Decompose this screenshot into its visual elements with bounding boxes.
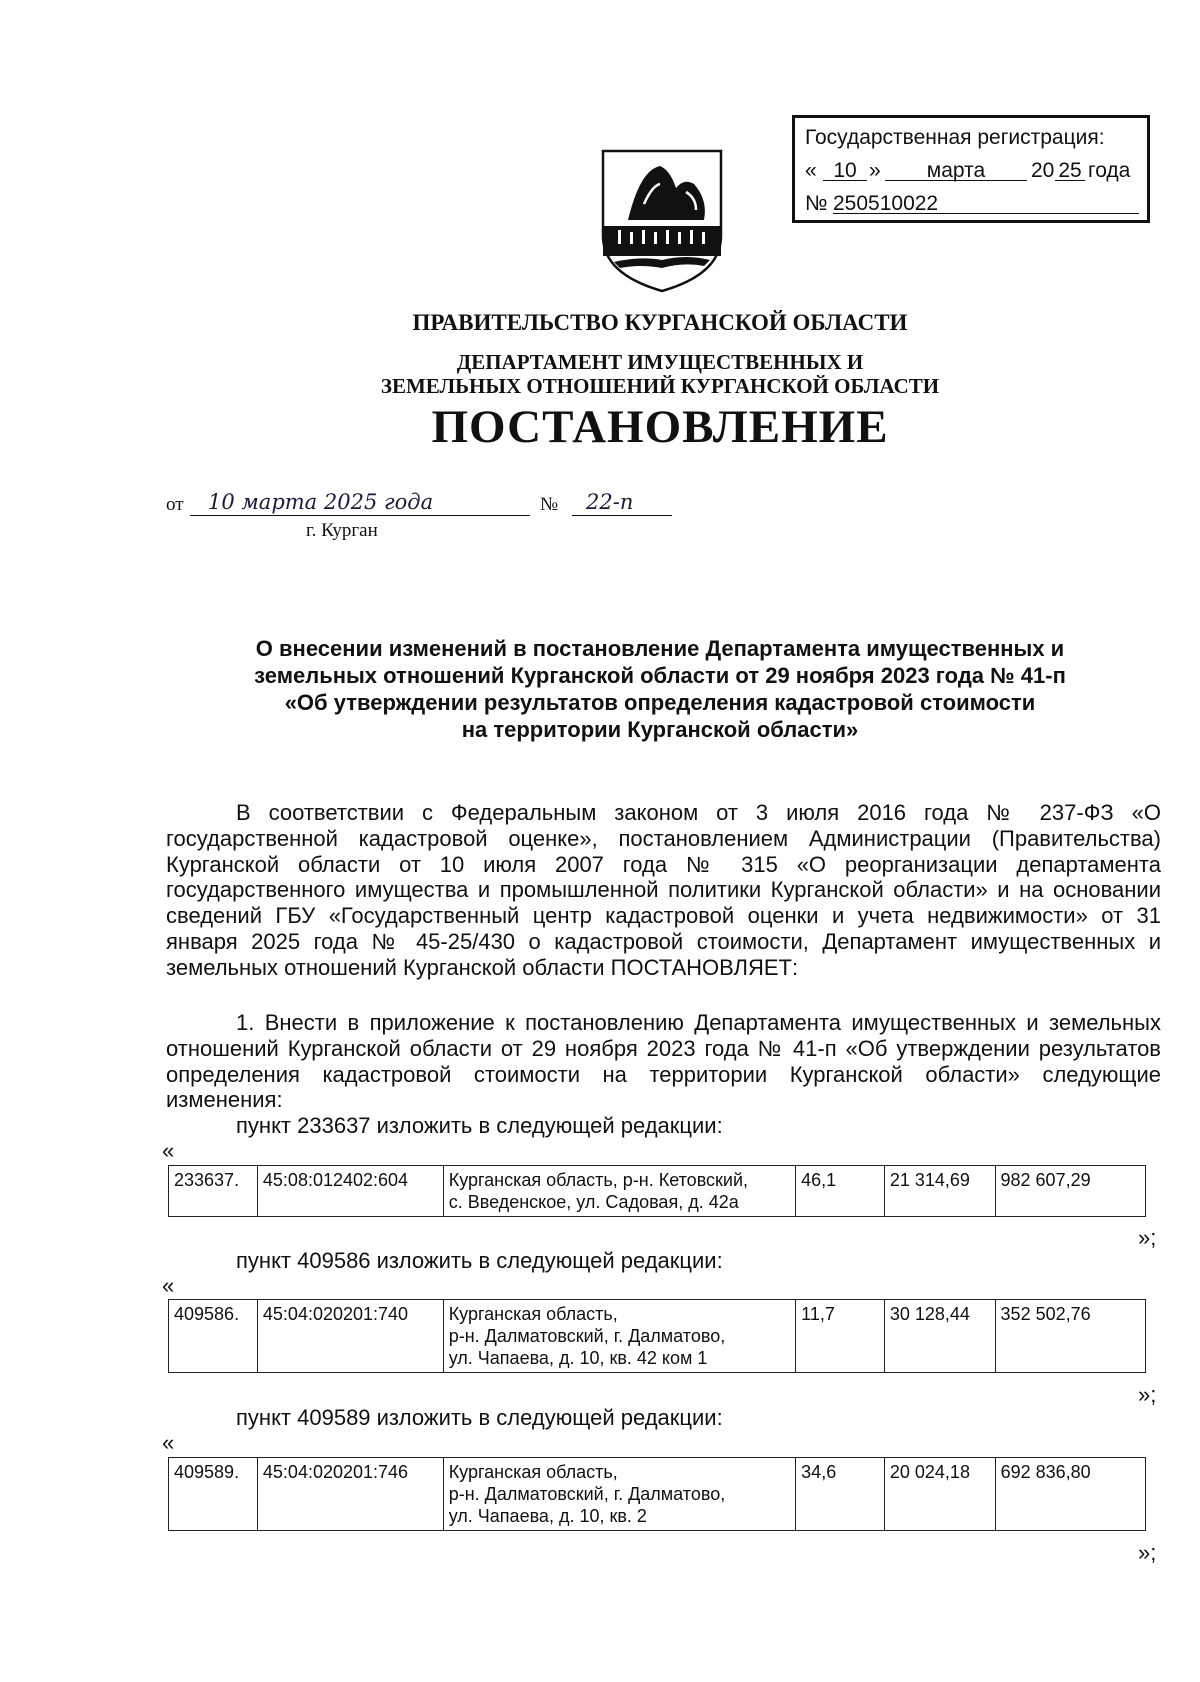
item-intro: пункт 233637 изложить в следующей редакции: bbox=[236, 1113, 723, 1138]
open-quote: « bbox=[162, 1138, 175, 1163]
department-title-line2: ЗЕМЕЛЬНЫХ ОТНОШЕНИЙ КУРГАНСКОЙ ОБЛАСТИ bbox=[380, 374, 940, 398]
department-title-line1: ДЕПАРТАМЕНТ ИМУЩЕСТВЕННЫХ И bbox=[456, 350, 864, 374]
total-cost: 692 836,80 bbox=[995, 1458, 1145, 1531]
address-line: ул. Чапаева, д. 10, кв. 2 bbox=[448, 1506, 647, 1526]
registration-year-suffix: 25 bbox=[1055, 154, 1085, 181]
unit-cost: 20 024,18 bbox=[884, 1458, 995, 1531]
total-cost: 352 502,76 bbox=[995, 1300, 1145, 1373]
row-number: 409589. bbox=[169, 1458, 258, 1531]
table-row bbox=[169, 1300, 1146, 1373]
address-line: Курганская область, р-н. Кетовский, bbox=[448, 1170, 749, 1190]
table-row bbox=[169, 1166, 1146, 1217]
row-number: 409586. bbox=[169, 1300, 258, 1373]
address-line: Курганская область, bbox=[448, 1304, 618, 1324]
subject-line3: «Об утверждении результатов определения кадастровой стоимости bbox=[284, 690, 1036, 715]
government-title: ПРАВИТЕЛЬСТВО КУРГАНСКОЙ ОБЛАСТИ bbox=[412, 310, 908, 335]
open-quote: « bbox=[162, 1430, 175, 1455]
cadastral-table bbox=[168, 1299, 1146, 1373]
area: 11,7 bbox=[796, 1300, 885, 1373]
city-label: г. Курган bbox=[306, 520, 378, 541]
address-line: с. Введенское, ул. Садовая, д. 42а bbox=[448, 1192, 739, 1212]
registration-day-open: « bbox=[805, 159, 817, 182]
address-line: р-н. Далматовский, г. Далматово, bbox=[448, 1326, 726, 1346]
cadastral-number: 45:04:020201:746 bbox=[257, 1458, 443, 1531]
document-number-label: № bbox=[540, 494, 559, 515]
cadastral-table bbox=[168, 1457, 1146, 1531]
item-intro: пункт 409586 изложить в следующей редакции: bbox=[236, 1248, 723, 1273]
document-type-title: ПОСТАНОВЛЕНИЕ bbox=[431, 401, 889, 453]
registration-month: марта bbox=[885, 154, 1027, 181]
document-number-handwritten: 22-п bbox=[572, 490, 672, 516]
total-cost: 982 607,29 bbox=[995, 1166, 1145, 1217]
registration-date-row bbox=[805, 154, 1147, 187]
date-number-line bbox=[166, 490, 686, 520]
address-line: ул. Чапаева, д. 10, кв. 42 ком 1 bbox=[448, 1348, 708, 1368]
table-row bbox=[169, 1458, 1146, 1531]
close-quote: »; bbox=[1138, 1540, 1157, 1565]
area: 46,1 bbox=[796, 1166, 885, 1217]
cadastral-table bbox=[168, 1165, 1146, 1217]
item-intro: пункт 409589 изложить в следующей редакции: bbox=[236, 1405, 723, 1430]
row-number: 233637. bbox=[169, 1166, 258, 1217]
address-cell bbox=[443, 1300, 795, 1373]
registration-number: 250510022 bbox=[833, 187, 1139, 214]
coat-of-arms-icon bbox=[600, 148, 724, 294]
address-cell bbox=[443, 1458, 795, 1531]
registration-number-label: № bbox=[805, 192, 828, 215]
address-line: Курганская область, bbox=[448, 1462, 618, 1482]
registration-year-prefix: 20 bbox=[1031, 159, 1055, 182]
address-line: р-н. Далматовский, г. Далматово, bbox=[448, 1484, 726, 1504]
unit-cost: 21 314,69 bbox=[884, 1166, 995, 1217]
registration-day: 10 bbox=[823, 154, 867, 181]
cadastral-number: 45:04:020201:740 bbox=[257, 1300, 443, 1373]
document-date-handwritten: 10 марта 2025 года bbox=[190, 490, 530, 516]
date-from-label: от bbox=[166, 494, 184, 515]
body-paragraph-2: 1. Внести в приложение к постановлению Департамента имущественных и земельных отношений Курганской области от 29 ноября 2023 года № 41-п «Об утверждении результатов определения кадастровой стоимости на территории Курганской области» следующие изменения: bbox=[166, 1010, 1161, 1113]
address-cell bbox=[443, 1166, 795, 1217]
subject-line1: О внесении изменений в постановление Департамента имущественных и bbox=[255, 636, 1065, 661]
registration-heading: Государственная регистрация: bbox=[805, 126, 1105, 149]
body-paragraph-1: В соответствии с Федеральным законом от 3 июля 2016 года № 237-ФЗ «О государственной кадастровой оценке», постановлением Администрации (Правительства) Курганской области от 10 июля 2007 года № 315 «О реорганизации департамента государственного имущества и промышленной политики Курганской области» и на основании сведений ГБУ «Государственный центр кадастровой оценки и учета недвижимости» от 31 января 2025 года № 45-25/430 о кадастровой стоимости, Департамент имущественных и земельных отношений Курганской области ПОСТАНОВЛЯЕТ: bbox=[166, 800, 1161, 980]
department-title bbox=[330, 350, 990, 398]
subject-line2: земельных отношений Курганской области от 29 ноября 2023 года № 41-п bbox=[254, 663, 1066, 688]
document-subject bbox=[180, 635, 1140, 743]
registration-stamp bbox=[792, 115, 1150, 223]
open-quote: « bbox=[162, 1273, 175, 1298]
registration-year-word: года bbox=[1088, 159, 1131, 182]
registration-day-close: » bbox=[869, 159, 881, 182]
registration-number-row bbox=[805, 187, 1147, 220]
close-quote: »; bbox=[1138, 1225, 1157, 1250]
cadastral-number: 45:08:012402:604 bbox=[257, 1166, 443, 1217]
unit-cost: 30 128,44 bbox=[884, 1300, 995, 1373]
area: 34,6 bbox=[796, 1458, 885, 1531]
close-quote: »; bbox=[1138, 1382, 1157, 1407]
subject-line4: на территории Курганской области» bbox=[461, 717, 859, 742]
